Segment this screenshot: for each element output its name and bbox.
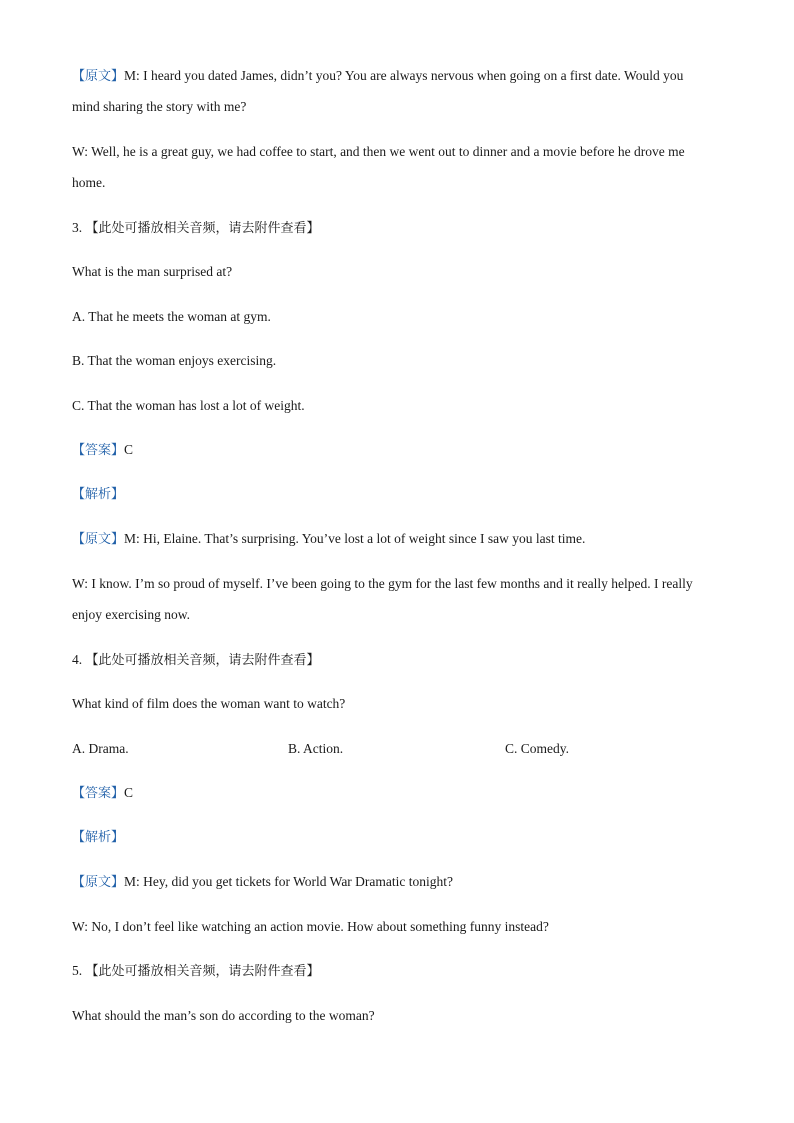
answer-tag: 【答案】 <box>72 786 125 801</box>
question-number: 3. <box>72 220 83 235</box>
transcript-line: home. <box>72 175 106 190</box>
answer-line <box>72 441 133 460</box>
transcript-text: M: Hey, did you get tickets for World War Dramatic tonight? <box>124 874 454 889</box>
original-text-tag: 【原文】 <box>72 532 125 547</box>
transcript-line <box>72 873 453 892</box>
option-b: B. That the woman enjoys exercising. <box>72 353 277 368</box>
transcript-line: W: I know. I’m so proud of myself. I’ve been going to the gym for the last few months and it really helped. I really <box>72 576 693 591</box>
transcript-line: W: No, I don’t feel like watching an action movie. How about something funny instead? <box>72 919 549 934</box>
question-text: What kind of film does the woman want to watch? <box>72 696 346 711</box>
transcript-line <box>72 67 683 86</box>
audio-placeholder-link[interactable]: 【此处可播放相关音频，请去附件查看】 <box>85 221 320 236</box>
option-a: A. Drama. <box>72 741 129 756</box>
question-text: What should the man’s son do according to the woman? <box>72 1008 375 1023</box>
answer-tag: 【答案】 <box>72 443 125 458</box>
transcript-line: W: Well, he is a great guy, we had coffee to start, and then we went out to dinner and a movie before he drove me <box>72 144 685 159</box>
transcript-text: M: Hi, Elaine. That’s surprising. You’ve lost a lot of weight since I saw you last time. <box>124 531 586 546</box>
option-a: A. That he meets the woman at gym. <box>72 309 271 324</box>
question-number: 4. <box>72 652 83 667</box>
transcript-line <box>72 530 585 549</box>
audio-placeholder-link[interactable]: 【此处可播放相关音频，请去附件查看】 <box>85 964 320 979</box>
answer-line <box>72 784 133 803</box>
analysis-tag: 【解析】 <box>72 830 125 845</box>
option-b: B. Action. <box>288 741 344 756</box>
transcript-line: enjoy exercising now. <box>72 607 190 622</box>
question-4-header <box>72 651 320 670</box>
transcript-text: M: I heard you dated James, didn’t you? You are always nervous when going on a first date. Would you <box>124 68 684 83</box>
question-5-header <box>72 962 320 981</box>
question-text: What is the man surprised at? <box>72 264 233 279</box>
option-c: C. That the woman has lost a lot of weight. <box>72 398 305 413</box>
transcript-line: mind sharing the story with me? <box>72 99 247 114</box>
question-3-header <box>72 219 320 238</box>
original-text-tag: 【原文】 <box>72 875 125 890</box>
question-number: 5. <box>72 963 83 978</box>
answer-value: C <box>124 785 134 800</box>
analysis-tag: 【解析】 <box>72 487 125 502</box>
option-c: C. Comedy. <box>505 741 569 756</box>
answer-value: C <box>124 442 134 457</box>
audio-placeholder-link[interactable]: 【此处可播放相关音频，请去附件查看】 <box>85 653 320 668</box>
original-text-tag: 【原文】 <box>72 69 125 84</box>
